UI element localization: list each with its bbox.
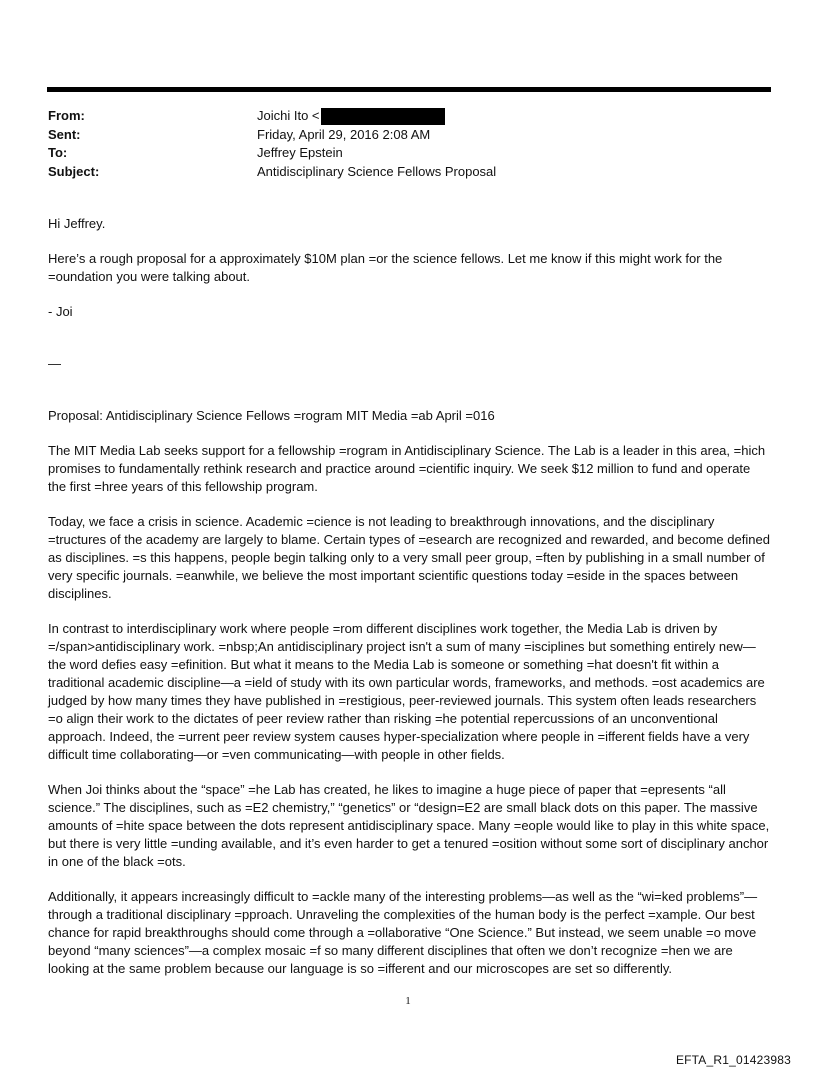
sent-value: Friday, April 29, 2016 2:08 AM xyxy=(257,126,431,142)
from-value: Joichi Ito < xyxy=(257,108,320,123)
to-label: To: xyxy=(48,145,68,160)
greeting: Hi Jeffrey. xyxy=(48,216,106,231)
page-number: 1 xyxy=(405,995,411,1007)
redaction-box xyxy=(321,108,445,125)
proposal-title: Proposal: Antidisciplinary Science Fellows =rogram MIT Media =ab April =016 xyxy=(48,408,495,423)
body-paragraph: The MIT Media Lab seeks support for a fellowship =rogram in Antidisciplinary Science. The Lab is a leader in this area, =hich promises to fundamentally rethink research and practice around =cientific inquiry. We seek $12 million to fund and operate the first =hree years of this fellowship program. xyxy=(48,443,766,494)
to-row xyxy=(48,144,768,163)
signoff: - Joi xyxy=(48,304,73,319)
subject-row xyxy=(48,163,768,182)
intro-paragraph: Here’s a rough proposal for a approximately $10M plan =or the science fellows. Let me know if this might work for the =oundation you were talking about. xyxy=(48,251,723,284)
header-rule xyxy=(47,87,771,92)
separator-dash: — xyxy=(48,356,61,371)
email-body xyxy=(48,215,770,995)
email-header xyxy=(48,107,768,181)
from-value-wrap xyxy=(257,107,768,126)
subject-value: Antidisciplinary Science Fellows Proposal xyxy=(257,163,497,179)
bates-number: EFTA_R1_01423983 xyxy=(675,1053,791,1067)
sent-row xyxy=(48,126,768,145)
to-value: Jeffrey Epstein xyxy=(257,145,343,160)
body-paragraph: When Joi thinks about the “space” =he Lab has created, he likes to imagine a huge piece of paper that =epresents “all science.” The disciplines, such as =E2 chemistry,” “genetics” or “design=E2 are small black dots on this paper. The massive amounts of =hite space between the dots represent antidisciplinary space. Many =eople would like to play in this white space, but there is very little =unding available, and it’s even harder to get a tenured =osition without some sort of disciplinary anchor in one of the black =ots. xyxy=(48,782,770,869)
body-paragraph: Today, we face a crisis in science. Academic =cience is not leading to breakthrough innovations, and the disciplinary =tructures of the academy are largely to blame. Certain types of =esearch are recognized and rewarded, and become defined as disciplines. =s this happens, people begin talking only to a very small peer group, =ften by publishing in a small number of very specific journals. =eanwhile, we believe the most important scientific questions today =eside in the spaces between disciplines. xyxy=(48,514,770,601)
subject-label: Subject: xyxy=(48,163,100,179)
sent-label: Sent: xyxy=(48,126,81,142)
from-row xyxy=(48,107,768,126)
from-label: From: xyxy=(48,108,85,123)
body-paragraph: In contrast to interdisciplinary work where people =rom different disciplines work together, the Media Lab is driven by =/span>antidisciplinary work. =nbsp;An antidisciplinary project isn't a sum of many =isciplines but something entirely new—the word defies easy =efinition. But what it means to the Media Lab is someone or something =hat doesn't fit within a traditional academic discipline—a =ield of study with its own particular words, frameworks, and methods. =ost academics are judged by how many times they have published in =restigious, peer-reviewed journals. This system often leads researchers =o align their work to the dictates of peer review rather than risking =he potential repercussions of an unconventional approach. Indeed, the =urrent peer review system causes hyper-specialization where people in =ifferent fields have a very difficult time collaborating—or =ven communicating—with people in other fields. xyxy=(48,621,765,762)
body-paragraph: Additionally, it appears increasingly difficult to =ackle many of the interesting problems—as well as the “wi=ked problems”—through a traditional disciplinary =pproach. Unraveling the complexities of the human body is the perfect =xample. Our best chance for rapid breakthroughs should come through a =ollaborative “One Science.” But instead, we seem unable =o move beyond “many sciences”—a complex mosaic =f so many different disciplines that often we don’t recognize =hen we are looking at the same problem because our language is so =ifferent and our microscopes are set so differently. xyxy=(48,889,758,976)
